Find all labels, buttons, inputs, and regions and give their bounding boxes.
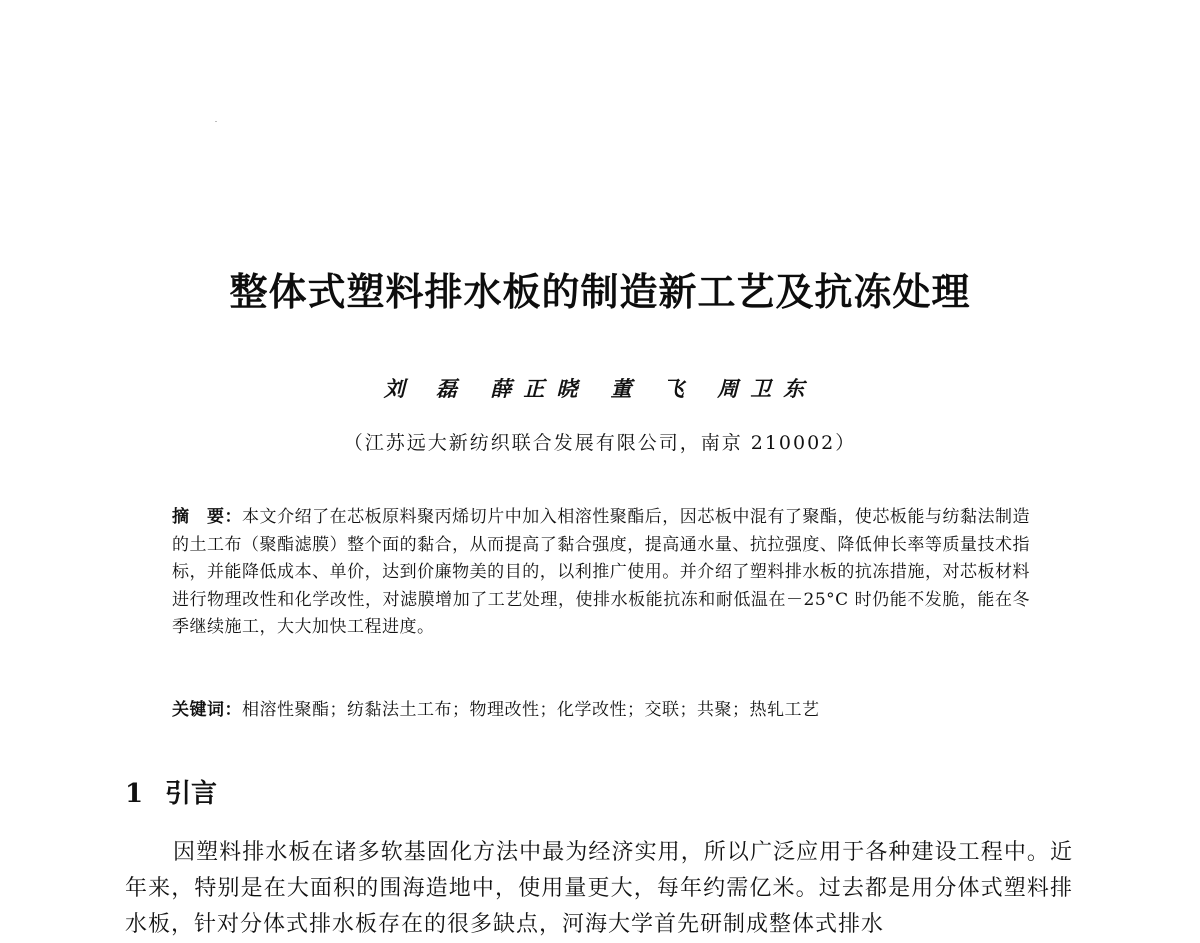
paper-title: 整体式塑料排水板的制造新工艺及抗冻处理 — [229, 270, 971, 314]
author-list — [0, 374, 1200, 404]
author-name: 董 飞 — [610, 376, 696, 401]
keywords-label: 关键词： — [172, 700, 242, 720]
keywords-text: 相溶性聚酯；纺黏法土工布；物理改性；化学改性；交联；共聚；热轧工艺 — [242, 700, 820, 720]
abstract-text: 本文介绍了在芯板原料聚丙烯切片中加入相溶性聚酯后，因芯板中混有了聚酯，使芯板能与纺黏法制造的土工布（聚酯滤膜）整个面的黏合，从而提高了黏合强度，提高通水量、抗拉强度、降低伸长率等质量技术指标，并能降低成本、单价，达到价廉物美的目的，以利推广使用。并介绍了塑料排水板的抗冻措施，对芯板材料进行物理改性和化学改性，对滤膜增加了工艺处理，使排水板能抗冻和耐低温在－25°C 时仍能不发脆，能在冬季继续施工，大大加快工程进度。 — [172, 507, 1031, 637]
section-heading — [125, 776, 217, 812]
abstract-label: 摘 要： — [172, 507, 243, 527]
section-title: 引言 — [165, 779, 218, 809]
author-name: 刘 磊 — [383, 376, 470, 401]
section-number: 1 — [125, 779, 144, 809]
scan-speck — [215, 121, 217, 122]
body-paragraph: 因塑料排水板在诸多软基固化方法中最为经济实用，所以广泛应用于各种建设工程中。近年来，特别是在大面积的围海造地中，使用量更大，每年约需亿米。过去都是用分体式塑料排水板，针对分体式排水板存在的很多缺点，河海大学首先研制成整体式排水 — [125, 840, 1073, 937]
abstract — [172, 504, 1030, 642]
author-name: 周卫东 — [717, 376, 817, 401]
author-affiliation: （江苏远大新纺织联合发展有限公司，南京 210002） — [343, 432, 857, 454]
keywords — [172, 697, 1030, 725]
author-name: 薛正晓 — [490, 376, 590, 401]
